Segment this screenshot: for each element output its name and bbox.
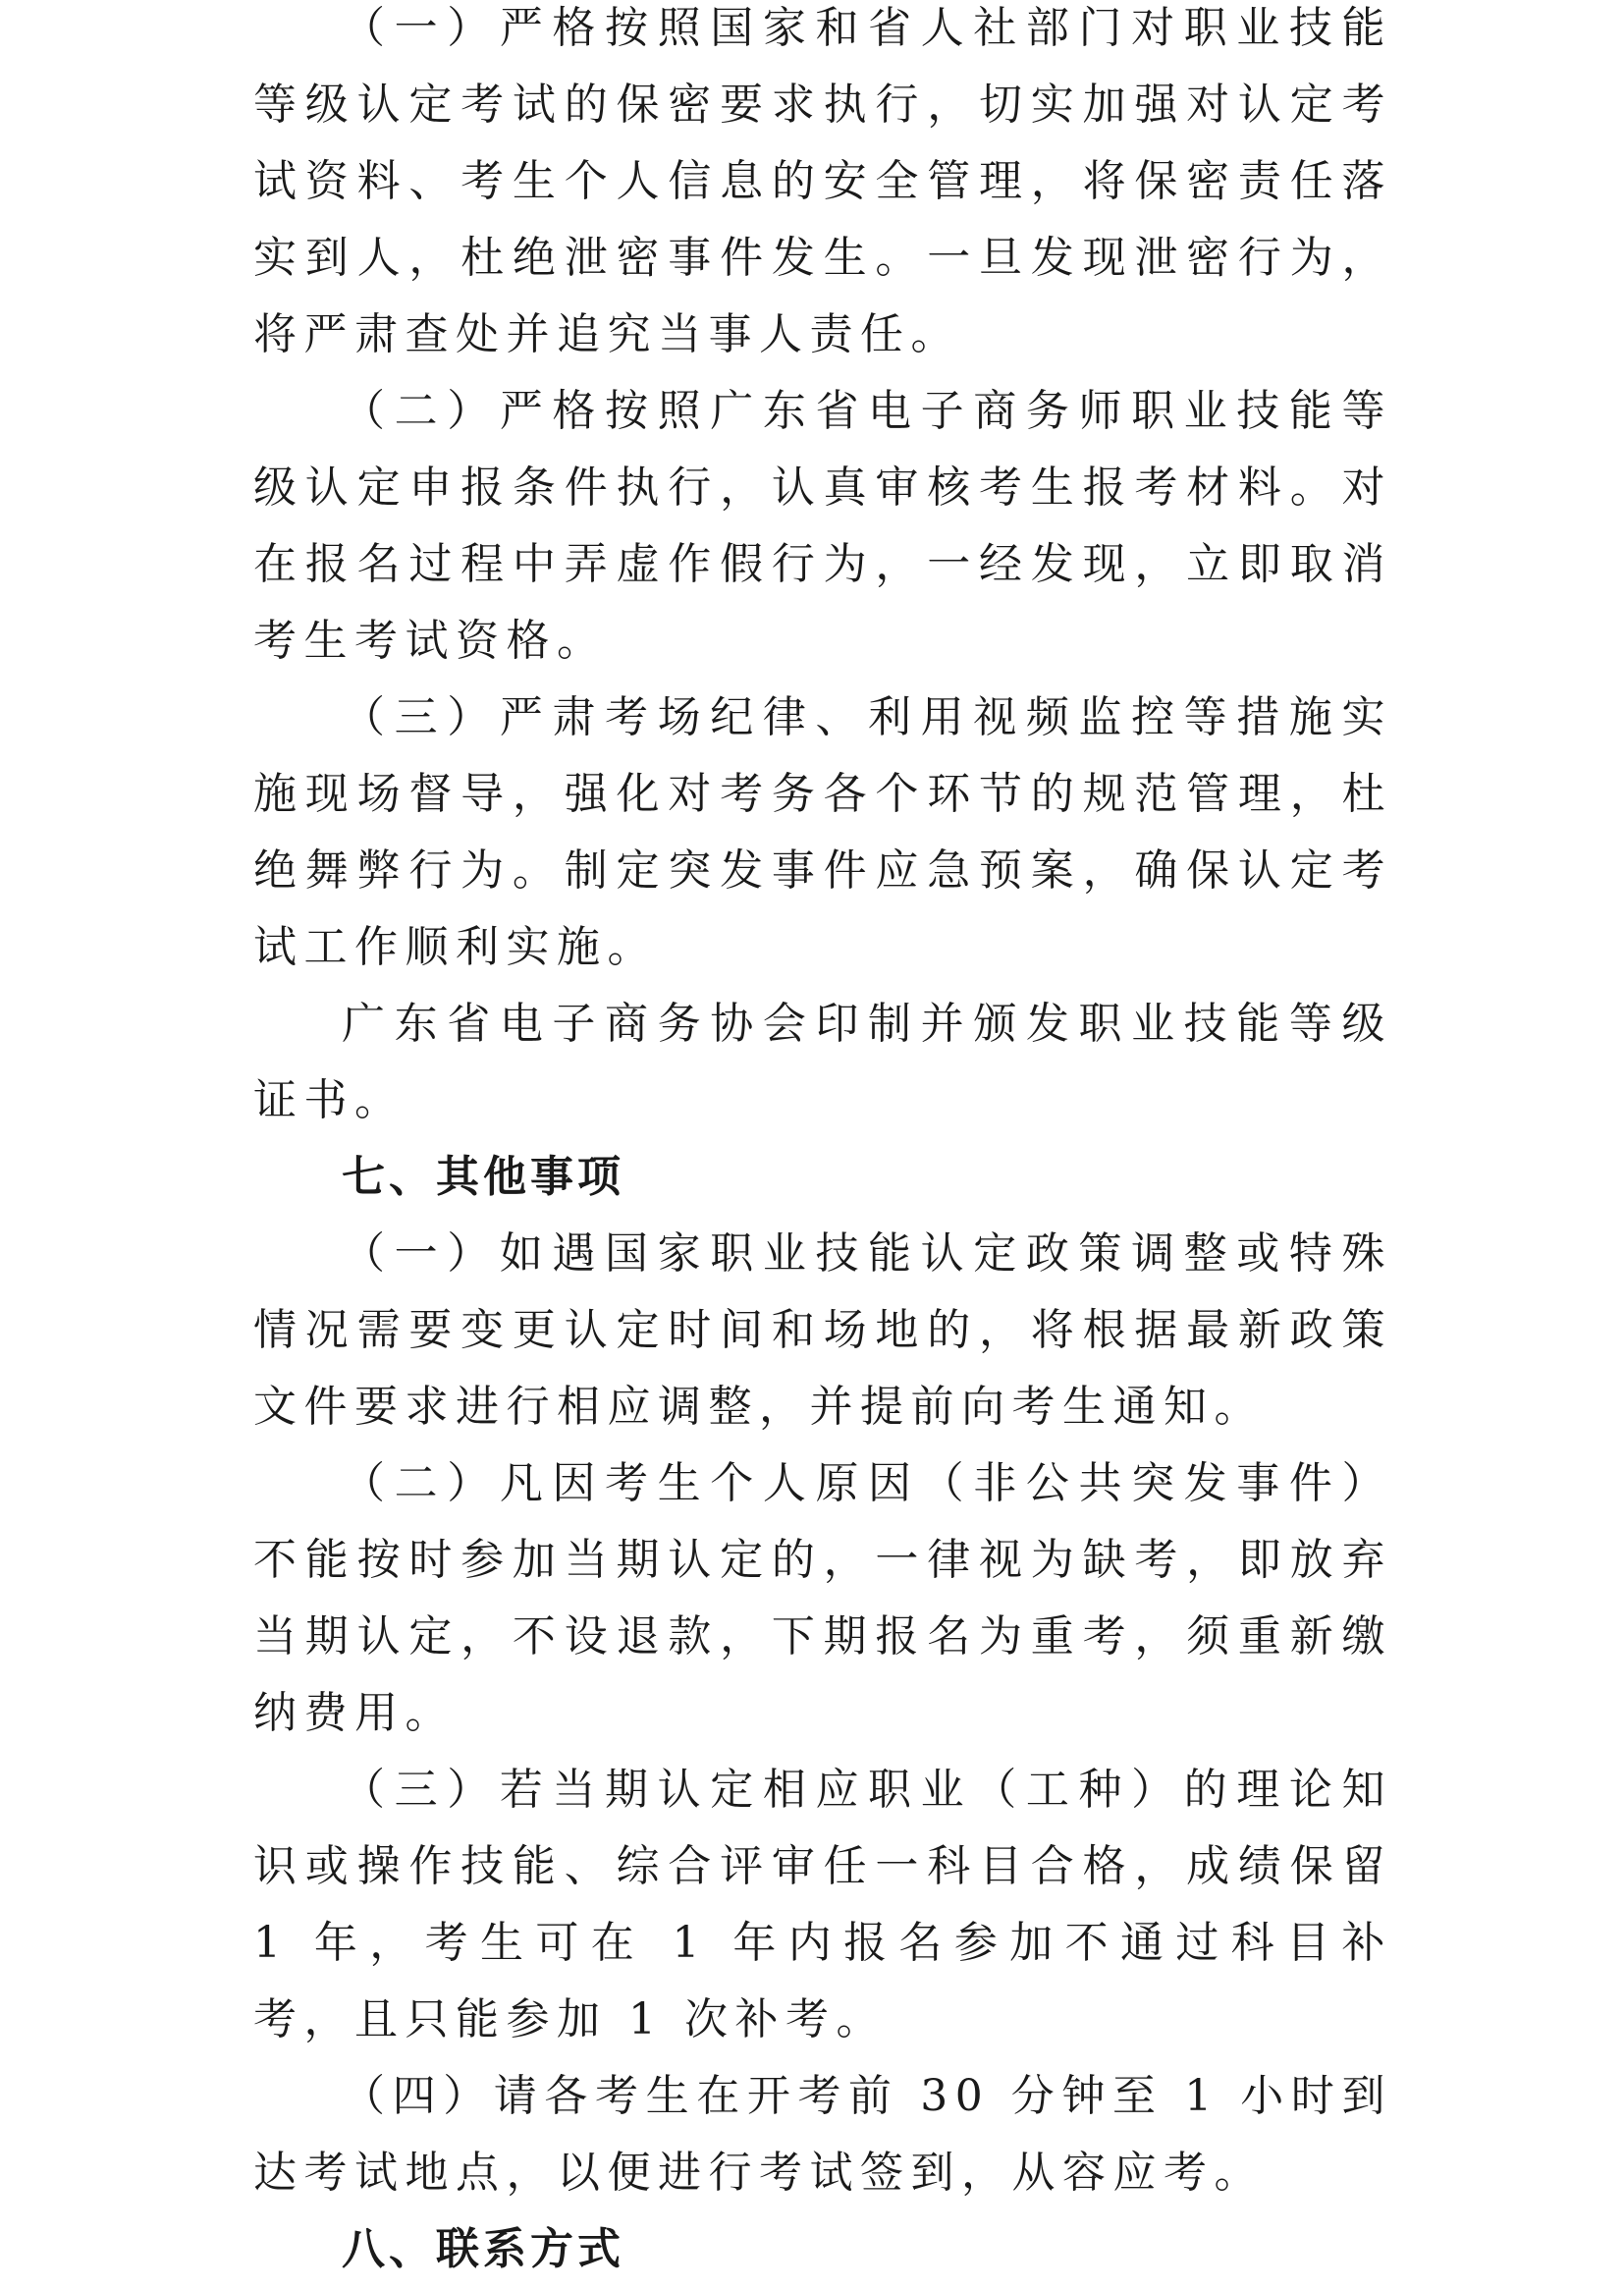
- section-heading-contact: 八、联系方式: [342, 2224, 624, 2274]
- paragraph-arrival-time: （四）请各考生在开考前 30 分钟至 1 小时到达考试地点，以便进行考试签到，从容应考。: [253, 2071, 1392, 2198]
- paragraph-policy-adjustment: （一）如遇国家职业技能认定政策调整或特殊情况需要变更认定时间和场地的，将根据最新政策文件要求进行相应调整，并提前向考生通知。: [253, 1228, 1392, 1432]
- paragraph-score-retention: （三）若当期认定相应职业（工种）的理论知识或操作技能、综合评审任一科目合格，成绩保留 1 年，考生可在 1 年内报名参加不通过科目补考，且只能参加 1 次补考。: [253, 1765, 1392, 2044]
- document-body: [253, 0, 1392, 2288]
- section-heading-other-matters: 七、其他事项: [342, 1152, 624, 1202]
- paragraph-application-review: （二）严格按照广东省电子商务师职业技能等级认定申报条件执行，认真审核考生报考材料。对在报名过程中弄虚作假行为，一经发现，立即取消考生考试资格。: [253, 386, 1392, 666]
- paragraph-confidentiality: （一）严格按照国家和省人社部门对职业技能等级认定考试的保密要求执行，切实加强对认定考试资料、考生个人信息的安全管理，将保密责任落实到人，杜绝泄密事件发生。一旦发现泄密行为，将严肃查处并追究当事人责任。: [253, 3, 1392, 359]
- paragraph-absence-policy: （二）凡因考生个人原因（非公共突发事件）不能按时参加当期认定的，一律视为缺考，即放弃当期认定，不设退款，下期报名为重考，须重新缴纳费用。: [253, 1458, 1392, 1738]
- paragraph-certificate-issuance: 广东省电子商务协会印制并颁发职业技能等级证书。: [253, 999, 1392, 1125]
- paragraph-exam-discipline: （三）严肃考场纪律、利用视频监控等措施实施现场督导，强化对考务各个环节的规范管理，杜绝舞弊行为。制定突发事件应急预案，确保认定考试工作顺利实施。: [253, 692, 1392, 972]
